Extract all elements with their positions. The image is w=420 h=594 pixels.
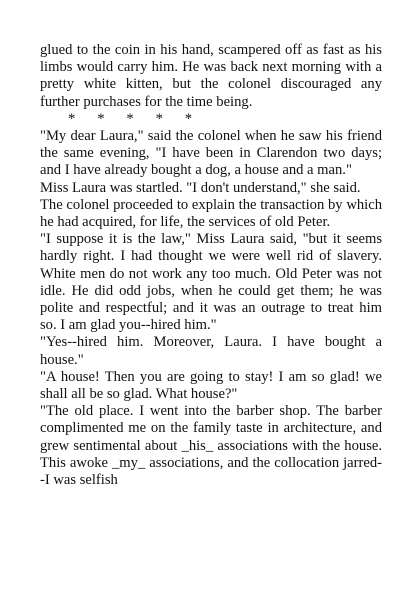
paragraph-8: "The old place. I went into the barber shop. The barber complimented me on the family taste in architecture, and grew sentimental about _his_ associations with the house. This awoke _my_ associations, and the collocation jarred--I was selfish — [40, 403, 382, 489]
paragraph-3: Miss Laura was startled. "I don't understand," she said. — [40, 179, 361, 196]
paragraph-5: "I suppose it is the law," Miss Laura said, "but it seems hardly right. I had thought we were well rid of slavery. White men do not work any too much. Old Peter was not idle. He did odd jobs, when he could get them; he was polite and respectful; and it was an outrage to treat him so. I am glad you--hired him." — [40, 231, 382, 334]
paragraph-4: The colonel proceeded to explain the transaction by which he had acquired, for life, the services of old Peter. — [40, 196, 382, 231]
paragraph-2: "My dear Laura," said the colonel when he saw his friend the same evening, "I have been in Clarendon two days; and I have already bought a dog, a house and a man." — [40, 128, 382, 179]
paragraph-7: "A house! Then you are going to stay! I am so glad! we shall all be so glad. What house?" — [40, 368, 382, 403]
section-break: * * * * * — [68, 110, 193, 127]
paragraph-6: "Yes--hired him. Moreover, Laura. I have bought a house." — [40, 334, 382, 368]
paragraph-1: glued to the coin in his hand, scampered off as fast as his limbs would carry him. He was back next morning with a pretty white kitten, but the colonel discouraged any further purchases for the time being. — [40, 42, 382, 110]
page-text — [40, 42, 382, 489]
